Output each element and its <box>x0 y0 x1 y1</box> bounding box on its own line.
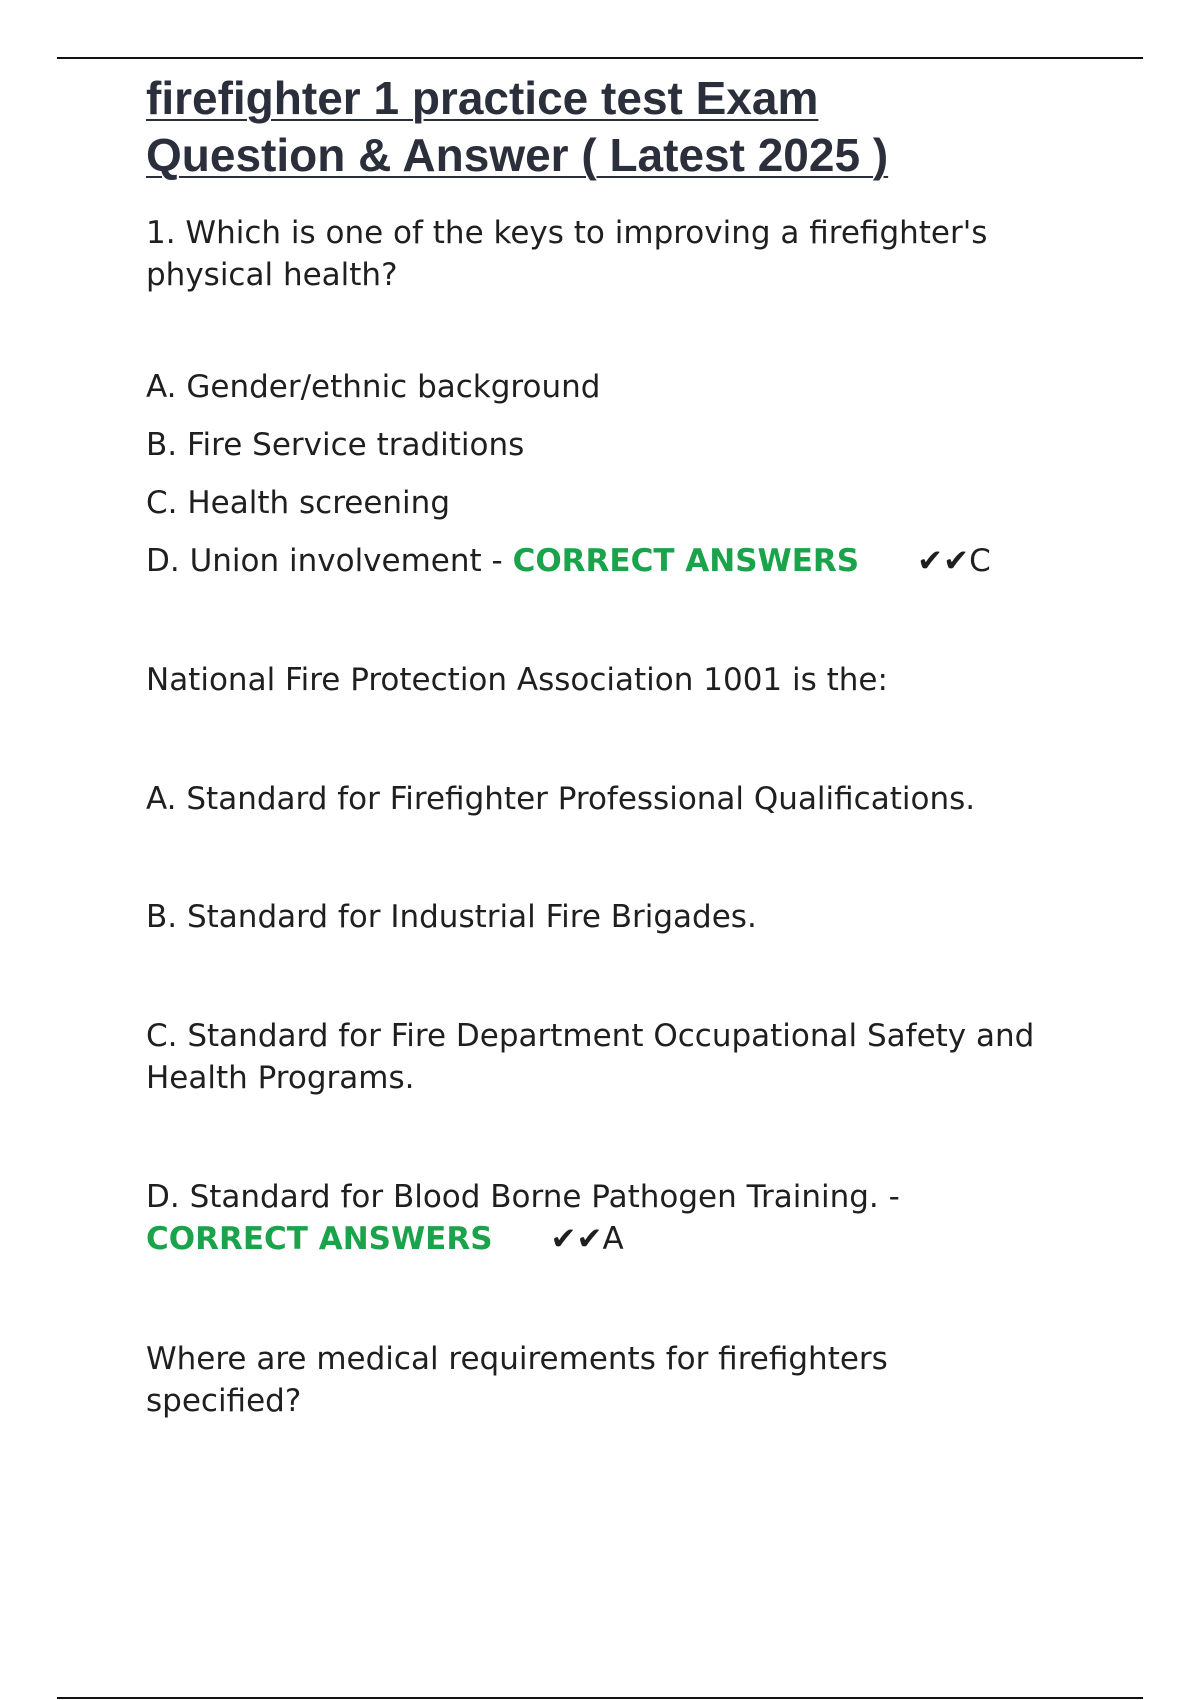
question-1-option-d-line <box>146 540 1096 582</box>
question-2-answer-marks: ✔✔A <box>550 1221 624 1257</box>
question-2-option-d: D. Standard for Blood Borne Pathogen Training. - <box>146 1179 900 1215</box>
question-2-text: National Fire Protection Association 1001 is the: <box>146 662 888 698</box>
question-1-correct-label: CORRECT ANSWERS <box>512 543 860 579</box>
document-title <box>146 70 1096 184</box>
question-2-option-a: A. Standard for Firefighter Professional Qualifications. <box>146 781 976 817</box>
question-1-text: 1. Which is one of the keys to improving a firefighter's physical health? <box>146 215 988 293</box>
question-1-option-b: B. Fire Service traditions <box>146 427 525 463</box>
document-body <box>146 70 1096 1422</box>
bottom-rule <box>57 1697 1143 1699</box>
question-1-answer-marks: ✔✔C <box>917 543 991 579</box>
question-2-option-d-block <box>146 1176 1096 1260</box>
question-2-correct-label: CORRECT ANSWERS <box>146 1221 493 1257</box>
question-1-option-a: A. Gender/ethnic background <box>146 369 601 405</box>
question-1-option-c: C. Health screening <box>146 485 450 521</box>
top-rule <box>57 57 1143 59</box>
question-2-option-c: C. Standard for Fire Department Occupational Safety and Health Programs. <box>146 1018 1035 1096</box>
question-2-option-b: B. Standard for Industrial Fire Brigades. <box>146 899 757 935</box>
title-line-1: firefighter 1 practice test Exam <box>146 72 819 124</box>
title-line-2: Question & Answer ( Latest 2025 ) <box>146 129 889 181</box>
question-3-text: Where are medical requirements for firefighters specified? <box>146 1341 888 1419</box>
question-1-option-d: D. Union involvement - <box>146 543 503 579</box>
